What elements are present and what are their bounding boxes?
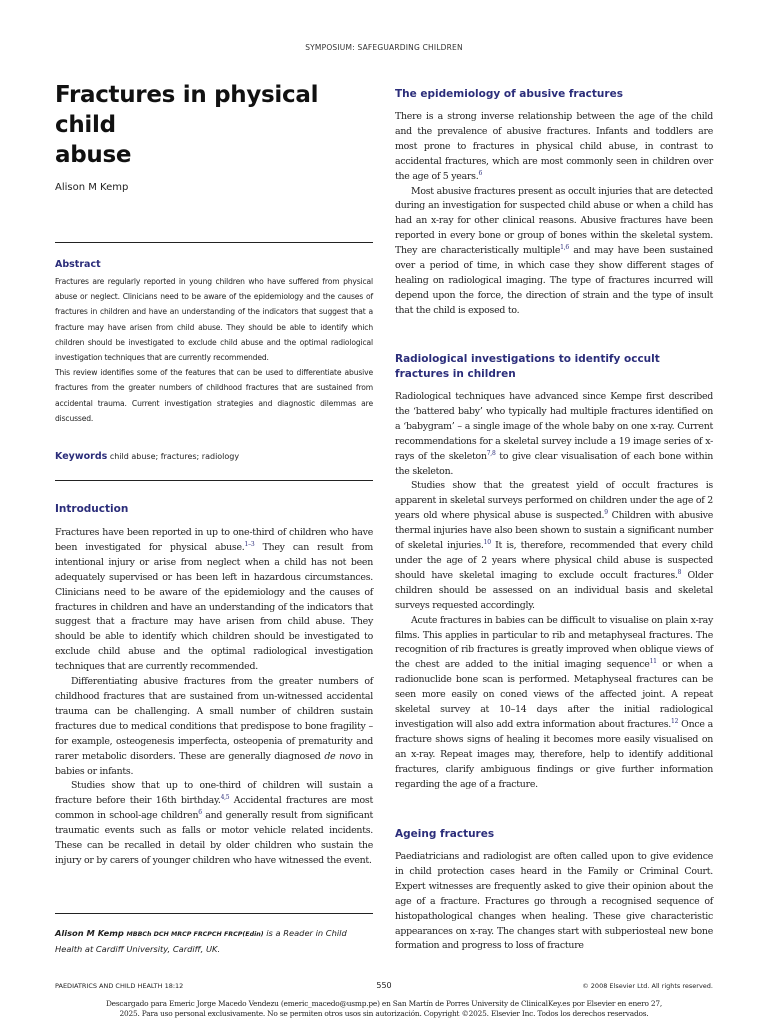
text-run: They can result from intentional injury or arise from neglect when a child has not been adequately supervised or has been left in hazardous circumstances. Clinicians need to be aware of the epidemiology and the causes of fractures in children and have an understanding of the indicators that suggest that a fracture may have arisen from child abuse. They should be able to identify which children should be investigated to exclude child abuse and the optimal radiological investigation techniques that are currently recommended. [55,541,373,673]
epidemiology-paragraph-2 [395,185,713,319]
text-run: There is a strong inverse relationship between the age of the child and the prevalence of abusive fractures. Infants and toddlers are most prone to fractures in physical child abuse, in contrast to accidental fractures, which are most commonly seen in children over the age of 5 years. [395,111,713,182]
radiological-paragraph-3 [395,614,713,793]
reference-link[interactable]: 11 [649,658,657,666]
text-run: Accidental fractures are most common in school-age children [55,795,373,822]
text-run: Fractures have been reported in up to one-third of children who have been investigated for physical abuse. [55,527,373,553]
intro-paragraph-3 [55,779,373,868]
text-run: Differentiating abusive fractures from the greater numbers of childhood fractures that are sustained from un-witnessed accidental trauma can be challenging. A small number of children sustain fractures due to medical conditions that predispose to bone fragility – for example, osteogenesis imperfecta, osteopenia of prematurity and rarer metabolic disorders. These are generally diagnosed [55,676,373,762]
keywords-label: Keywords [55,451,108,462]
title-block [55,80,373,193]
radiological-heading: Radiological investigations to identify occult fractures in children [395,353,660,380]
intro-paragraph-2 [55,675,373,779]
author-name: Alison M Kemp [55,182,129,193]
text-run: or when a radionuclide bone scan is performed. Metaphyseal fractures can be seen more easily on coned views of the affected joint. A repeat skeletal survey at 10–14 days after the initial radiological investigation will also add extra information about fractures. [395,659,713,730]
text-run: to give clear visualisation of each bone within the skeleton. [395,450,713,477]
reference-link[interactable]: 8 [677,568,682,576]
reference-link[interactable]: 12 [671,717,679,725]
reference-link[interactable]: 6 [198,809,202,817]
ageing-paragraph-1: Paediatricians and radiologist are often called upon to give evidence in child protection cases heard in the Family or Criminal Court. Expert witnesses are frequently asked to give their opinion about the age of a fracture. Fractures go through a recognised sequence of histopathological changes when healing. These give characteristic appearances on x-ray. The changes start with subperiosteal new bone formation and progress to loss of fracture [395,851,713,952]
epidemiology-section [395,87,713,319]
footnote-rule [55,913,373,914]
article-title [55,80,373,170]
radiological-paragraph-2 [395,479,713,613]
journal-citation: PAEDIATRICS AND CHILD HEALTH 18:12 [55,982,184,990]
reference-link[interactable]: 6 [478,169,483,177]
reference-link[interactable]: 9 [604,509,608,517]
radiological-paragraph-1 [395,390,713,479]
introduction-section [55,502,373,869]
abstract-paragraph-1: Fractures are regularly reported in young children who have suffered from physical abuse or neglect. Clinicians need to be aware of the epidemiology and the causes of fractures in children and have an understanding of the indicators that suggest that a fracture may have arisen from child abuse. They should be able to identify which children should be investigated to exclude child abuse and the optimal radiological investigation techniques that are currently recommended. [55,277,373,363]
text-run: in babies or infants. [55,750,373,777]
footnote-author-name: Alison M Kemp [55,928,124,938]
reference-link[interactable]: 4,5 [220,794,230,802]
article-title-line1: Fractures in physical child [55,82,319,138]
text-run: Older children should be assessed on an individual basis and skeletal surveys requested accordingly. [395,569,713,611]
page-number: 550 [376,981,392,990]
keywords-text: child abuse; fractures; radiology [109,452,240,461]
introduction-heading: Introduction [55,503,129,515]
abstract-heading: Abstract [55,259,101,270]
reference-link[interactable]: 7,8 [486,449,496,457]
download-note-line2: 2025. Para uso personal exclusivamente. No se permiten otros usos sin autorización. Copyright ©2025. Elsevier Inc. Todos los derechos reservados. [119,1008,649,1018]
reference-link[interactable]: 10 [483,538,491,546]
text-run: Radiological techniques have advanced since Kempe first described the ‘battered baby’ who typically had multiple fractures identified on a ‘babygram’ – a single image of the whole baby on one x-ray. Current recommendations for a skeletal survey include a 19 image series of x-rays of the skeleton [395,391,713,462]
text-run: Acute fractures in babies can be difficult to visualise on plain x-ray films. This applies in particular to rib and metaphyseal fractures. The recognition of rib fractures is greatly improved when oblique views of the chest are added to the initial imaging sequence [395,614,713,671]
radiological-section [395,352,713,792]
reference-link[interactable]: 1–3 [244,540,255,548]
footnote-text: is a Reader in Child Health at Cardiff University, Cardiff, UK. [55,928,347,954]
text-run: It is, therefore, recommended that every child under the age of 2 years where physical child abuse is suspected should have skeletal imaging to exclude occult fractures. [395,540,713,581]
copyright-notice: © 2008 Elsevier Ltd. All rights reserved. [582,982,713,990]
article-title-line2: abuse [55,142,132,168]
reference-link[interactable]: 1,6 [560,244,569,252]
footnote-qualifications: MBBCh DCH MRCP FRCPCH FRCP(Edin) [126,931,264,938]
text-run: Children with abusive thermal injuries have also been shown to sustain a significant number of skeletal injuries. [395,510,713,552]
epidemiology-paragraph-1 [395,110,713,185]
intro-paragraph-1 [55,526,373,675]
emphasis-text: de novo [324,750,361,762]
text-run: Studies show that the greatest yield of occult fractures is apparent in skeletal surveys performed on children under the age of 2 years old where physical abuse is suspected. [395,480,713,522]
ageing-section [395,827,713,954]
keywords [55,451,373,462]
text-run: Once a fracture shows signs of healing it becomes more easily visualised on an x-ray. Repeat images may, therefore, help to identify additional fractures, clarify ambiguous findings or give further information regarding the age of a fracture. [395,718,713,790]
abstract-paragraph-2: This review identifies some of the features that can be used to differentiate abusive fractures from the greater numbers of childhood fractures that are sustained from accidental trauma. Current investigation strategies and diagnostic dilemmas are discussed. [55,368,373,423]
download-note-line1: Descargado para Emeric Jorge Macedo Vendezu (emeric_macedo@usmp.pe) en San Martín de Porres University de ClinicalKey.es por Elsevier en enero 27, [105,999,663,1008]
running-head: SYMPOSIUM: SAFEGUARDING CHILDREN [305,43,463,52]
text-run: and may have been sustained over a period of time, in which case they show different stages of healing on radiological imaging. The type of fractures incurred will depend upon the force, the direction of strain and the type of insult that the child is exposed to. [395,245,713,316]
text-run: and generally result from significant traumatic events such as falls or motor vehicle related incidents. These can be recalled in detail by older children who sustain the injury or by carers of younger children who have witnessed the event. [55,810,373,866]
abstract-top-rule [55,242,373,243]
abstract-section [55,259,373,426]
text-run: Studies show that up to one-third of children will sustain a fracture before their 16th birthday. [55,780,373,807]
keywords-bottom-rule [55,480,373,481]
ageing-heading: Ageing fractures [395,828,495,840]
epidemiology-heading: The epidemiology of abusive fractures [395,88,623,100]
download-watermark [80,999,688,1018]
text-run: Most abusive fractures present as occult injuries that are detected during an investigation for suspected child abuse or when a child has had an x-ray for other clinical reasons. Abusive fractures have been reported in every bone or group of bones within the skeletal system. They are characteristically multiple [395,185,713,257]
author-footnote [55,926,373,957]
